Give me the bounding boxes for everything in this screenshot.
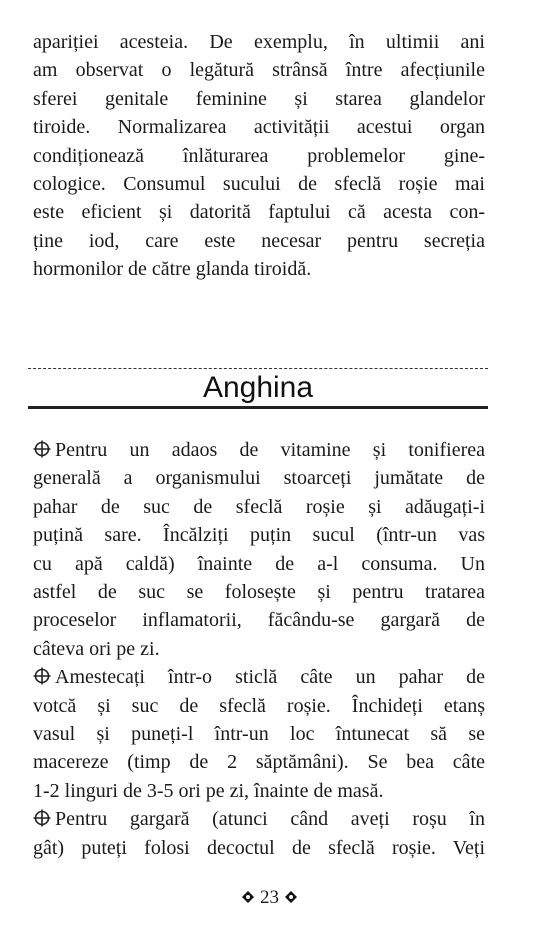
crosshair-bullet-icon <box>33 667 51 685</box>
diamond-ornament-icon <box>242 891 254 903</box>
text-line: cologice. Consumul sucului de sfeclă roșie mai <box>33 173 485 196</box>
remedy-line: generală a organismului stoarceți jumătate de <box>33 467 485 490</box>
text-line: tiroide. Normalizarea activității acestui organ <box>33 116 485 139</box>
solid-divider <box>28 406 488 409</box>
remedy-line <box>33 663 485 691</box>
remedy-line: puțină sare. Încălziți puțin sucul (într-un vas <box>33 524 485 547</box>
crosshair-bullet-icon <box>33 440 51 458</box>
page-footer <box>0 886 539 910</box>
section-header <box>28 362 488 414</box>
text-line: condiționează înlăturarea problemelor gine- <box>33 144 485 167</box>
remedy-text: Pentru un adaos de vitamine și tonifierea <box>55 439 485 461</box>
remedies-list <box>33 436 485 862</box>
remedy-line <box>33 805 485 833</box>
remedy-line: votcă și suc de sfeclă roșie. Închideți etanș <box>33 694 485 717</box>
page-number: 23 <box>260 887 279 908</box>
text-line: apariției acesteia. De exemplu, în ultimii ani <box>33 31 485 53</box>
dotted-divider <box>28 368 488 369</box>
remedy-line: astfel de suc se folosește și pentru tratarea <box>33 581 485 604</box>
section-title: Anghina <box>202 371 314 404</box>
text-line: este eficient și datorită faptului că acesta con- <box>33 201 485 224</box>
remedy-line: proceselor inflamatorii, făcându-se gargară de <box>33 609 485 632</box>
remedy-line <box>33 436 485 464</box>
diamond-ornament-icon <box>285 891 297 903</box>
text-line: hormonilor de către glanda tiroidă. <box>33 258 312 281</box>
crosshair-bullet-icon <box>33 809 51 827</box>
remedy-line: câteva ori pe zi. <box>33 637 160 660</box>
remedy-line: gât) puteți folosi decoctul de sfeclă roșie. Veți <box>33 836 485 859</box>
remedy-line: pahar de suc de sfeclă roșie și adăugați-i <box>33 495 485 518</box>
remedy-text: Amestecați într-o sticlă câte un pahar de <box>55 666 485 689</box>
text-line: sferei genitale feminine și starea glandelor <box>33 87 485 110</box>
remedy-line: 1-2 linguri de 3-5 ori pe zi, înainte de masă. <box>33 779 384 802</box>
remedy-line: vasul și puneți-l într-un loc întunecat să se <box>33 723 485 746</box>
text-line: ține iod, care este necesar pentru secreția <box>33 229 485 252</box>
remedy-line: cu apă caldă) înainte de a-l consuma. Un <box>33 552 485 575</box>
remedy-text: Pentru gargară (atunci când aveți roșu în <box>55 808 485 831</box>
remedy-line: macereze (timp de 2 săptămâni). Se bea câte <box>33 751 485 774</box>
text-line: am observat o legătură strânsă între afecțiunile <box>33 59 485 82</box>
intro-paragraph <box>33 28 485 284</box>
